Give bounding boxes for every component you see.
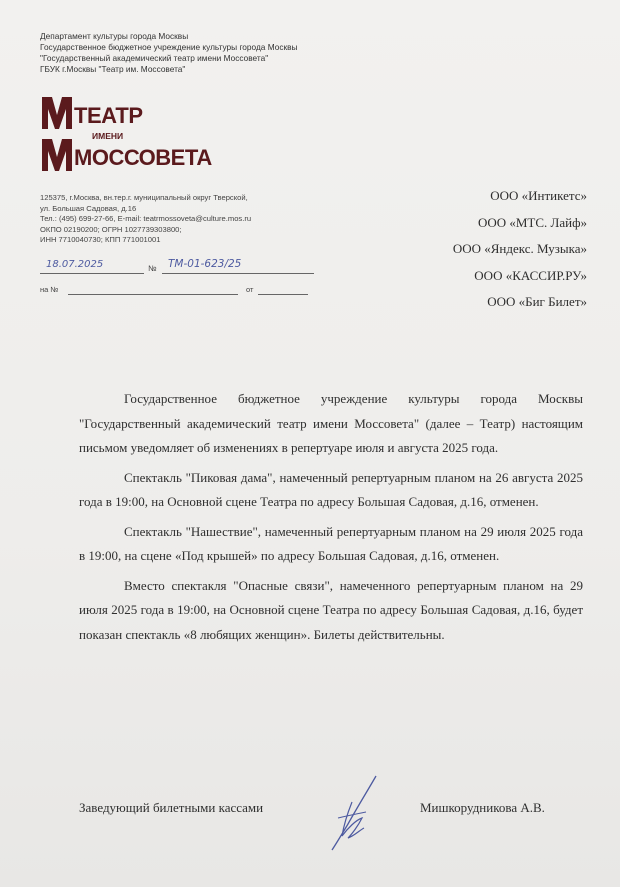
recipient: ООО «Интикетс» (490, 188, 587, 203)
recipient: ООО «Яндекс. Музыка» (452, 241, 587, 256)
signatory-name: Мишкорудникова А.В. (420, 800, 545, 815)
recipient: ООО «МТС. Лайф» (477, 214, 587, 230)
header-line: Департамент культуры города Москвы (40, 31, 189, 41)
date-underline (40, 273, 144, 274)
header-line: "Государственный академический театр имени Моссовета" (40, 53, 269, 63)
body-paragraph: Спектакль "Нашествие", намеченный репертуарным планом на 29 июля 2025 года в 19:00, на сцене «Под крышей» по адресу Большая Садовая, д.16, отменен. (79, 523, 583, 563)
body-paragraph: Спектакль "Пиковая дама", намеченный репертуарным планом на 26 августа 2025 года в 19:00, на Основной сцене Театра по адресу Большая Садовая, д.16, отменен. (79, 469, 583, 509)
reference-line (40, 285, 315, 297)
contact-block (40, 193, 251, 246)
body-paragraph: Государственное бюджетное учреждение культуры города Москвы "Государственный академический театр имени Моссовета" (далее – Театр) настоящим письмом уведомляет об изменениях в репертуаре июля и августа 2025 года. (79, 391, 583, 455)
registration-number: ТМ-01-623/25 (168, 258, 242, 270)
signatory-title: Заведующий билетными кассами (79, 800, 264, 815)
logo-word-teatr: ТЕАТР (74, 103, 143, 128)
number-label: № (148, 264, 157, 273)
letterhead-header (40, 31, 297, 75)
recipient: ООО «КАССИР.РУ» (474, 267, 587, 283)
contact-line: 125375, г.Москва, вн.тер.г. муниципальный округ Тверской, (40, 193, 248, 202)
contact-line: ОКПО 02190200; ОГРН 1027739303800; (40, 224, 182, 234)
letter-body (79, 387, 583, 652)
registration-date: 18.07.2025 (46, 259, 104, 270)
header-line: ГБУК г.Москвы "Театр им. Моссовета" (40, 64, 186, 74)
theatre-logo (40, 95, 212, 175)
contact-line: ул. Большая Садовая, д.16 (40, 203, 137, 213)
recipient: ООО «Биг Билет» (487, 294, 587, 309)
reference-underline (68, 294, 238, 295)
recipients-list (453, 183, 587, 316)
reference-date-underline (258, 294, 308, 295)
reference-from-label: от (246, 285, 254, 294)
header-line: Государственное бюджетное учреждение культуры города Москвы (40, 42, 298, 52)
logo-word-mossoveta: МОССОВЕТА (74, 145, 212, 170)
reference-label: на № (40, 285, 59, 294)
body-paragraph: Вместо спектакля "Опасные связи", намеченного репертуарным планом на 29 июля 2025 года в 19:00, на Основной сцене Театра по адресу Большая Садовая, д.16, будет показан спектакль «8 любящих женщин». Билеты действительны. (79, 577, 583, 642)
logo-word-imeni: ИМЕНИ (92, 131, 124, 141)
contact-line: Тел.: (495) 699-27-66, E-mail: teatrmossoveta@culture.mos.ru (40, 214, 252, 223)
number-underline (162, 273, 314, 274)
registration-line (40, 258, 315, 277)
handwritten-signature-icon (318, 772, 398, 852)
contact-line: ИНН 7710040730; КПП 771001001 (40, 235, 161, 244)
